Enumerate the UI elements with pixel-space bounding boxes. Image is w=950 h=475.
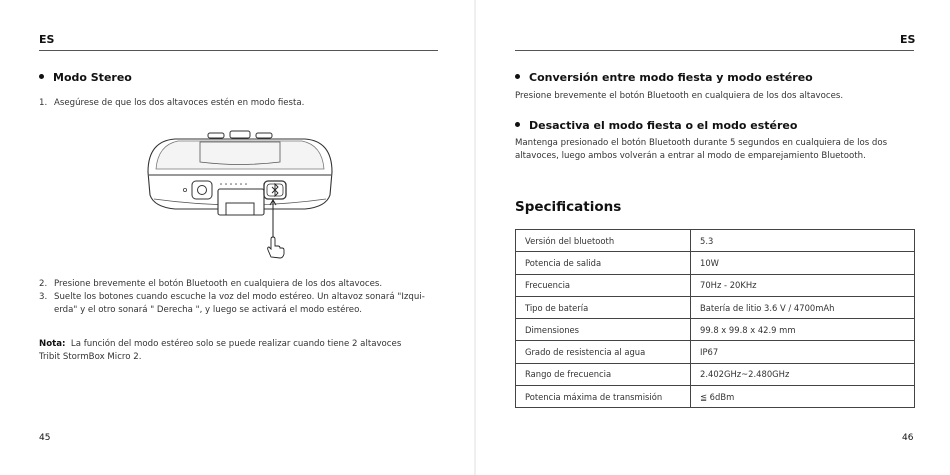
section-1-heading: Conversión entre modo fiesta y modo estéreo bbox=[515, 71, 813, 84]
bullet-icon bbox=[515, 122, 520, 127]
spec-value: 2.402GHz~2.480GHz bbox=[691, 363, 915, 385]
spec-label: Versión del bluetooth bbox=[516, 230, 691, 252]
spec-value: ≦ 6dBm bbox=[691, 386, 915, 408]
specifications-title: Specifications bbox=[515, 199, 622, 215]
spec-label: Rango de frecuencia bbox=[516, 363, 691, 385]
spec-label: Potencia de salida bbox=[516, 252, 691, 274]
spec-label: Potencia máxima de transmisión bbox=[516, 386, 691, 408]
left-page bbox=[0, 0, 474, 475]
spec-label: Frecuencia bbox=[516, 274, 691, 296]
spec-value: 5.3 bbox=[691, 230, 915, 252]
section-2-text: Mantenga presionado el botón Bluetooth durante 5 segundos en cualquiera de los dos altavoces, luego ambos volverán a entrar al modo de emparejamiento Bluetooth. bbox=[515, 138, 888, 161]
bullet-icon bbox=[515, 74, 520, 79]
page-number: 45 bbox=[39, 433, 51, 443]
note: Nota: La función del modo estéreo solo se puede realizar cuando tiene 2 altavoces Tribit StormBox Micro 2. bbox=[39, 339, 402, 362]
note-label: Nota: bbox=[39, 339, 66, 349]
spec-value: 10W bbox=[691, 252, 915, 274]
modo-stereo-heading: Modo Stereo bbox=[39, 71, 132, 84]
table-row bbox=[516, 363, 915, 385]
table-row bbox=[516, 230, 915, 252]
page-number: 46 bbox=[902, 433, 914, 443]
spec-value: 99.8 x 99.8 x 42.9 mm bbox=[691, 319, 915, 341]
step-2: 2. Presione brevemente el botón Bluetooth en cualquiera de los dos altavoces. bbox=[39, 279, 383, 289]
section-2-heading: Desactiva el modo fiesta o el modo estéreo bbox=[515, 119, 797, 132]
language-label: ES bbox=[39, 33, 55, 46]
spec-label: Grado de resistencia al agua bbox=[516, 341, 691, 363]
right-page bbox=[476, 0, 950, 475]
spec-label: Tipo de batería bbox=[516, 296, 691, 318]
specifications-table bbox=[515, 229, 915, 408]
spec-value: 70Hz - 20KHz bbox=[691, 274, 915, 296]
spec-label: Dimensiones bbox=[516, 319, 691, 341]
hand-pointer-icon bbox=[268, 237, 284, 258]
header-rule bbox=[39, 50, 438, 51]
speaker-illustration bbox=[140, 127, 340, 262]
language-label: ES bbox=[900, 33, 916, 46]
table-row bbox=[516, 386, 915, 408]
table-row bbox=[516, 274, 915, 296]
spec-value: IP67 bbox=[691, 341, 915, 363]
header-rule bbox=[515, 50, 914, 51]
step-1: 1. Asegúrese de que los dos altavoces estén en modo fiesta. bbox=[39, 98, 305, 108]
bullet-icon bbox=[39, 74, 44, 79]
table-row bbox=[516, 296, 915, 318]
table-row bbox=[516, 252, 915, 274]
section-1-text: Presione brevemente el botón Bluetooth en cualquiera de los dos altavoces. bbox=[515, 91, 844, 101]
spec-value: Batería de litio 3.6 V / 4700mAh bbox=[691, 296, 915, 318]
table-row bbox=[516, 319, 915, 341]
table-row bbox=[516, 341, 915, 363]
step-3: 3. Suelte los botones cuando escuche la voz del modo estéreo. Un altavoz sonará "Izqui- erda" y el otro sonará " Derecha ", y luego se activará el modo estéreo. bbox=[39, 292, 425, 315]
